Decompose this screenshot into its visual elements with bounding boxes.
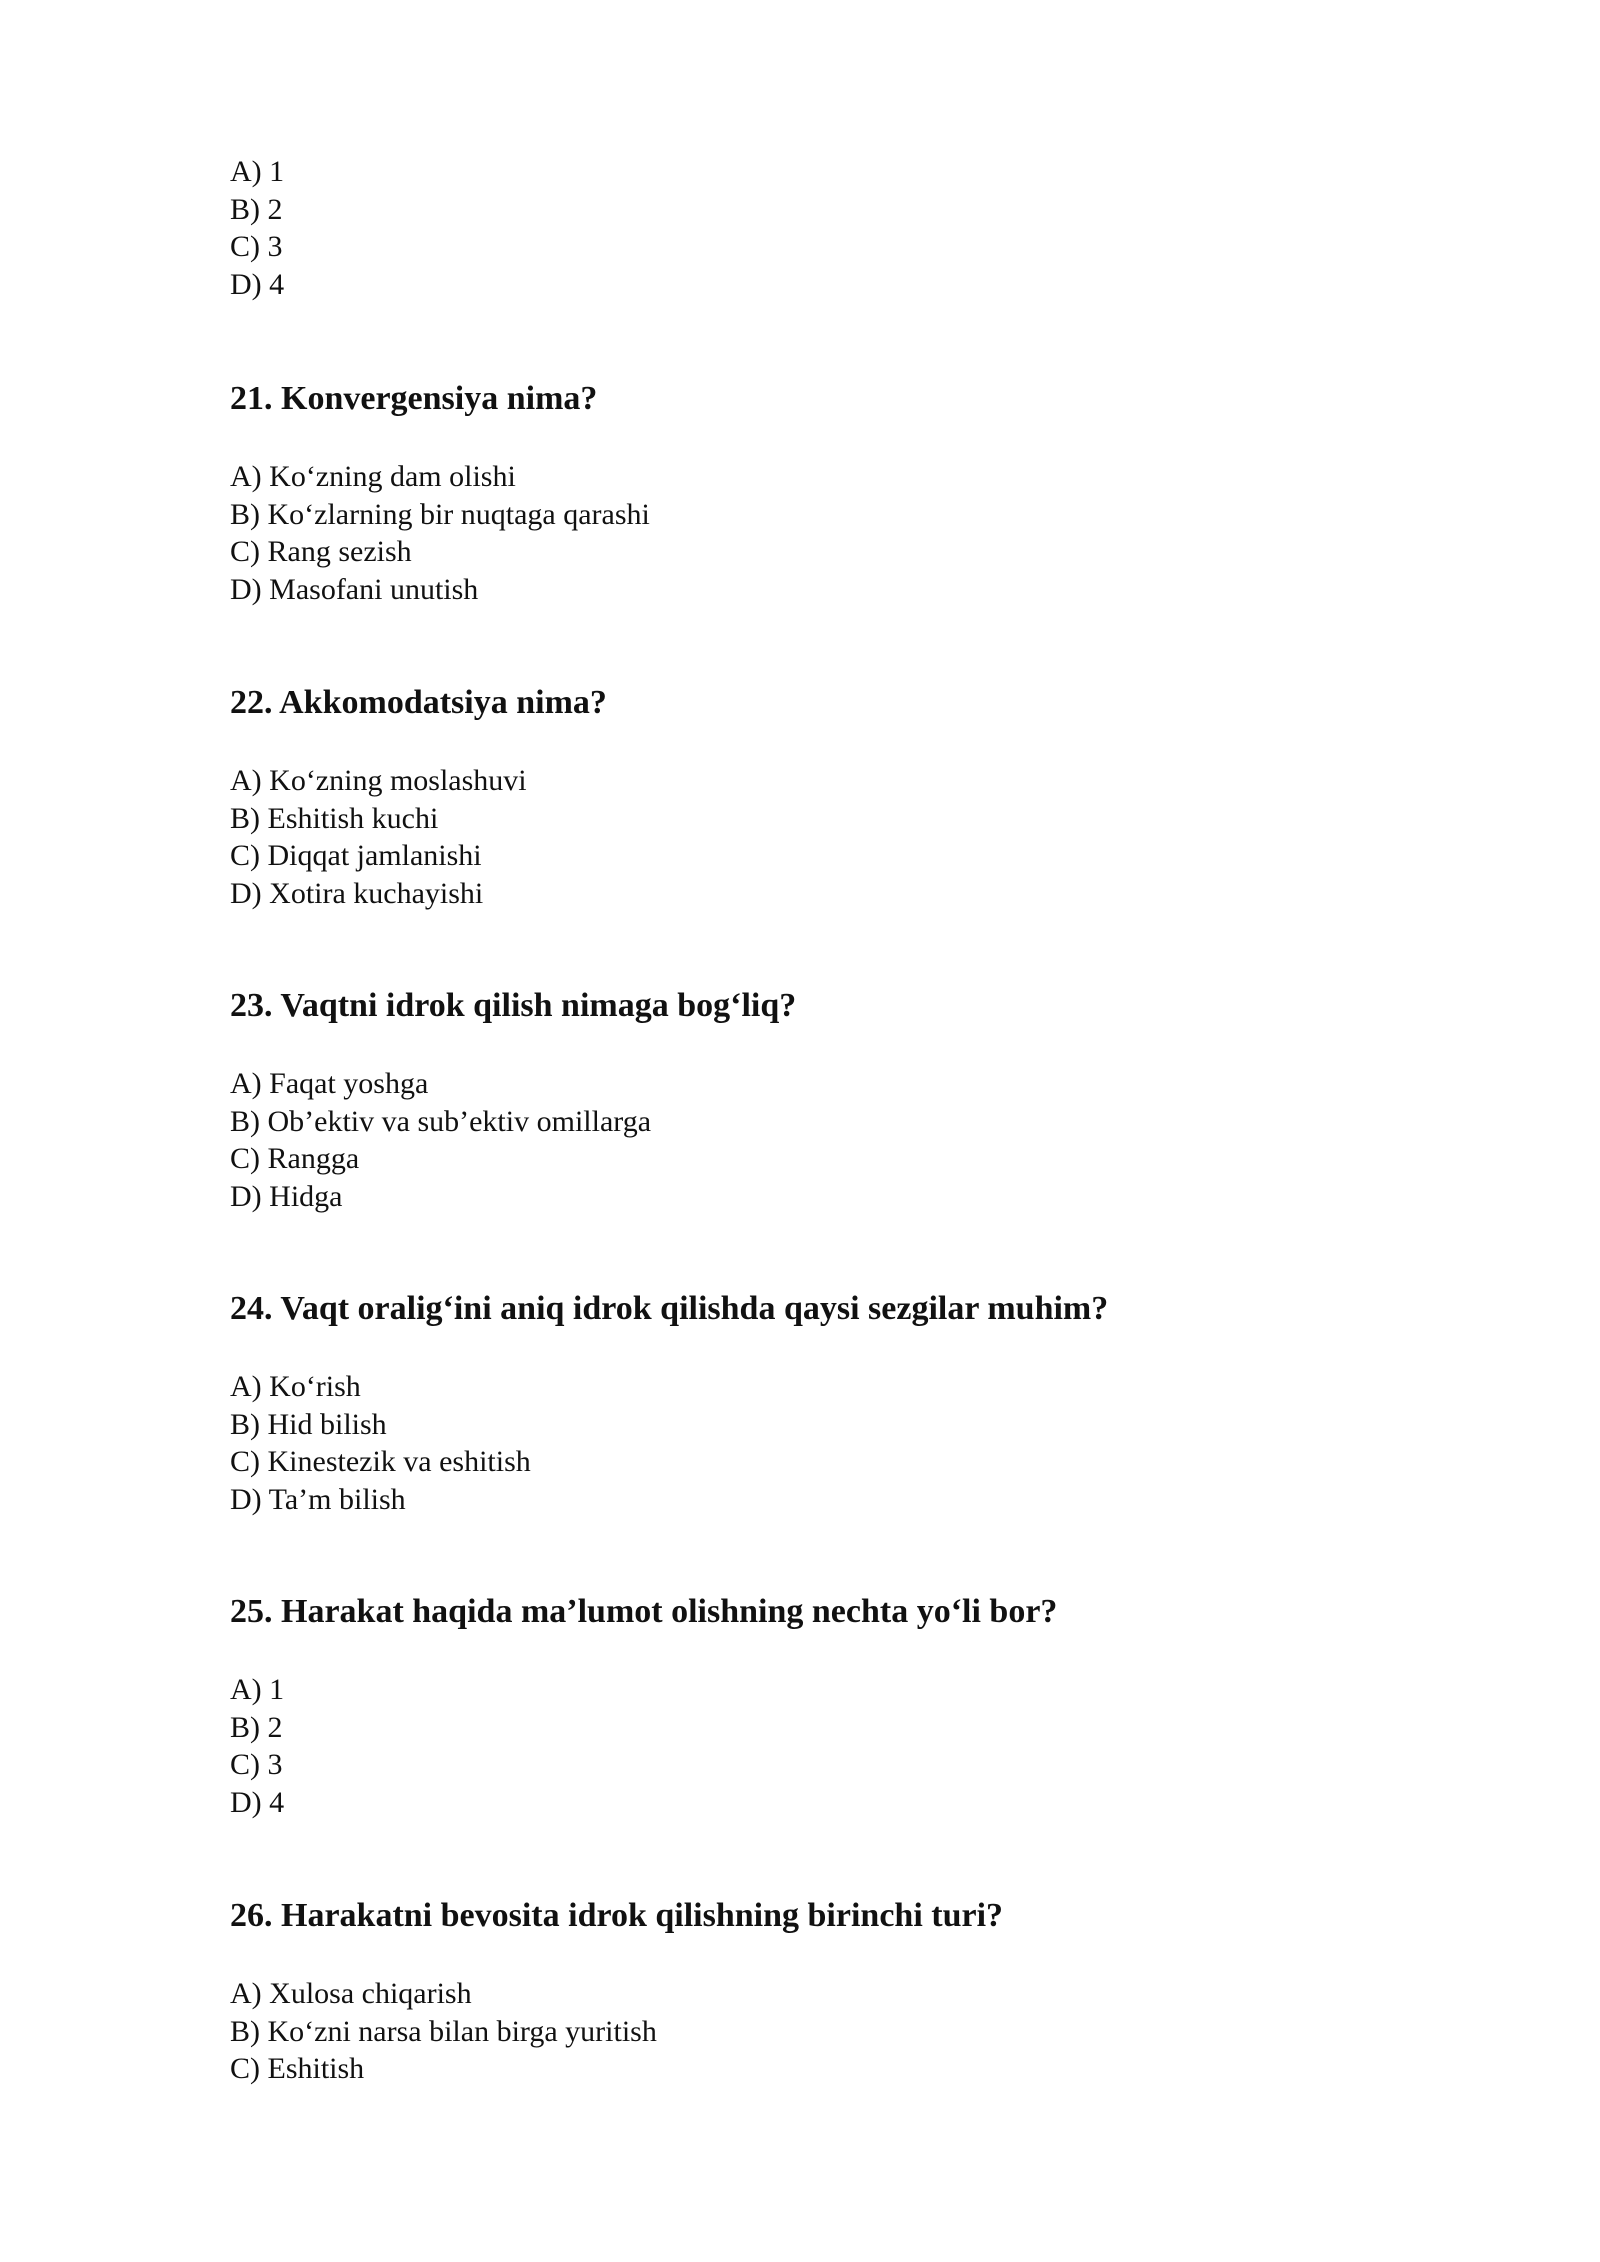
option-b: B) 2 [230,192,283,226]
option-c: C) 3 [230,1748,283,1781]
question-24-heading [230,1289,1108,1329]
question-21-options [230,458,650,608]
option-a: A) Ko‘zning moslashuvi [230,764,527,797]
question-text: Harakatni bevosita idrok qilishning birinchi turi? [281,1897,1004,1934]
question-number: 25. [230,1593,273,1630]
question-number: 21. [230,380,273,417]
question-text: Harakat haqida ma’lumot olishning nechta yo‘li bor? [281,1593,1058,1630]
option-b: B) Ko‘zni narsa bilan birga yuritish [230,2014,657,2048]
question-number: 24. [230,1290,273,1327]
question-25-heading [230,1592,1057,1632]
option-c: C) 3 [230,230,283,263]
option-a: A) Ko‘rish [230,1370,361,1403]
option-a: A) 1 [230,1673,285,1706]
question-21-heading [230,379,597,419]
question-text: Vaqtni idrok qilish nimaga bog‘liq? [280,987,797,1024]
question-24-options [230,1368,531,1518]
question-26-heading [230,1896,1003,1936]
option-d: D) Masofani unutish [230,572,479,606]
question-25-options [230,1671,284,1821]
question-23-heading [230,986,796,1026]
option-c: C) Kinestezik va eshitish [230,1445,531,1478]
option-b: B) Eshitish kuchi [230,801,439,835]
option-a: A) Xulosa chiqarish [230,1977,472,2010]
question-22-heading [230,683,607,723]
question-text: Vaqt oralig‘ini aniq idrok qilishda qaysi sezgilar muhim? [280,1290,1109,1327]
option-a: A) 1 [230,155,285,188]
option-b: B) 2 [230,1710,283,1744]
option-c: C) Eshitish [230,2052,365,2085]
option-d: D) 4 [230,267,285,301]
question-23-options [230,1065,651,1215]
option-d: D) Ta’m bilish [230,1482,406,1516]
option-b: B) Hid bilish [230,1407,387,1441]
option-d: D) 4 [230,1785,285,1819]
option-b: B) Ob’ektiv va sub’ektiv omillarga [230,1104,652,1138]
option-a: A) Faqat yoshga [230,1067,429,1100]
question-text: Akkomodatsiya nima? [279,684,607,721]
option-b: B) Ko‘zlarning bir nuqtaga qarashi [230,497,650,531]
question-number: 22. [230,684,273,721]
option-d: D) Hidga [230,1179,343,1213]
question-text: Konvergensiya nima? [281,380,598,417]
option-a: A) Ko‘zning dam olishi [230,460,516,493]
option-d: D) Xotira kuchayishi [230,876,484,910]
leading-options-list [230,153,284,303]
question-number: 23. [230,987,273,1024]
option-c: C) Rang sezish [230,535,412,568]
option-c: C) Diqqat jamlanishi [230,839,482,872]
question-22-options [230,762,527,912]
question-number: 26. [230,1897,273,1934]
question-26-options [230,1975,657,2088]
option-c: C) Rangga [230,1142,360,1175]
